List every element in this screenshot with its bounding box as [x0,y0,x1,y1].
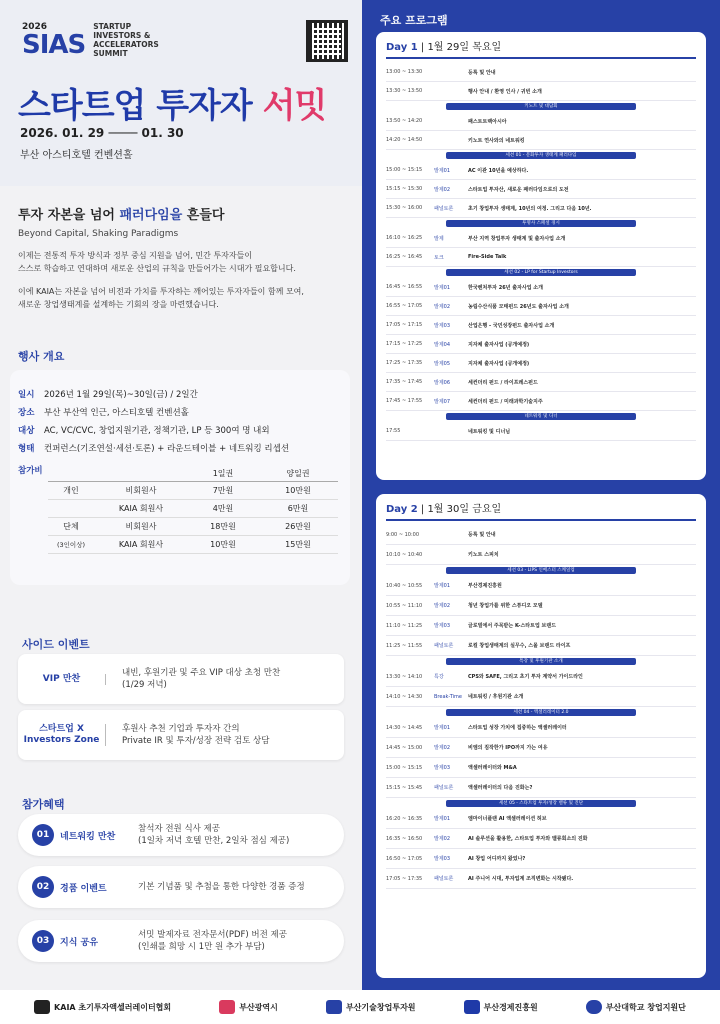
schedule-cell: 15:15 ~ 15:30 [386,186,423,192]
schedule-row [386,392,696,411]
schedule-cell: 17:05 ~ 17:15 [386,322,423,328]
benefit-networking: 01 네트워킹 만찬 참석자 전원 식사 제공 (1일차 저녁 호텔 만찬, 2일차 점심 제공) [18,814,344,856]
day2-schedule [376,494,706,978]
schedule-cell: 15:15 ~ 15:45 [386,784,423,791]
logo-busan-startup-investment: 부산기술창업투자원 [326,1000,416,1014]
schedule-cell: 비엠의 짐작한가 IPO까지 가는 여유 [468,745,548,751]
schedule-cell: 16:35 ~ 16:50 [386,835,423,842]
schedule-row [386,354,696,373]
schedule-row [386,335,696,354]
schedule-cell: 글로벌에서 주목받는 K-스타트업 브랜드 [468,623,557,629]
schedule-row [386,758,696,778]
schedule-cell: 네트워킹 / 후원기관 소개 [468,694,524,700]
session-bar: 세션 04 - 액셀러레이터 2.0 [446,709,636,716]
schedule-row [386,316,696,335]
event-venue: 부산 아스티호텔 컨벤션홀 [20,150,133,161]
schedule-cell: Fire-Side Talk [468,254,507,260]
schedule-row [386,525,696,545]
intro-headline: 투자 자본을 넘어 패러다임을 흔들다 [18,208,225,223]
schedule-cell: 부산 지역 창업투자 생태계 및 출자사업 소개 [468,235,566,242]
qr-code-icon[interactable] [306,20,348,62]
schedule-cell: 등록 및 안내 [468,69,496,76]
schedule-cell: 17:35 ~ 17:45 [386,379,423,385]
sias-logo [22,22,159,58]
schedule-cell: 발제01 [434,284,451,291]
schedule-cell: 지자체 출자사업 (공개예정) [468,360,530,367]
schedule-cell: 15:00 ~ 15:15 [386,764,423,771]
schedule-cell: 13:30 ~ 13:50 [386,88,423,94]
schedule-cell: 액셀러레이터의 다음 진화는? [468,785,533,791]
schedule-cell: 키노트 연사와의 네트워킹 [468,137,525,144]
program-panel [362,0,720,990]
schedule-row [386,596,696,616]
schedule-row [386,667,696,687]
schedule-row [386,131,696,150]
schedule-row [386,636,696,656]
schedule-cell: CPS와 SAFE, 그리고 초기 투자 계약서 가이드라인 [468,674,583,680]
schedule-cell: 13:00 ~ 13:30 [386,69,423,75]
schedule-cell: 10:40 ~ 10:55 [386,582,423,589]
schedule-cell: 14:10 ~ 14:30 [386,693,423,700]
schedule-cell: 13:50 ~ 14:20 [386,118,423,124]
schedule-row [386,161,696,180]
schedule-cell: 10:10 ~ 10:40 [386,551,423,558]
schedule-cell: 17:25 ~ 17:35 [386,360,423,366]
schedule-cell: 발제04 [434,341,451,348]
schedule-cell: 발제01 [434,167,451,174]
footer-logos [0,990,720,1024]
schedule-cell: 11:10 ~ 11:25 [386,622,423,629]
schedule-cell: 네트워킹 및 디너님 [468,428,511,435]
schedule-cell: 발제02 [434,836,451,842]
table-row: 단체 비회원사 18만원 26만원 [48,518,338,536]
schedule-row [386,576,696,596]
schedule-cell: 스타트업 성장 가치에 집중하는 액셀러레이터 [468,725,567,731]
day1-schedule [376,32,706,480]
intro-paragraph-1: 이제는 전통적 투자 방식과 정부 중심 지원을 넘어, 민간 투자자들이 스스로 학습하고 연대하며 새로운 산업의 규칙을 만들어가는 시대가 필요합니다. [18,251,296,273]
schedule-row [386,718,696,738]
session-bar: 세션 01 - 문화투자 생태계 패러다임 [446,152,636,159]
schedule-cell: 10:55 ~ 11:10 [386,602,423,609]
benefit-prize-event: 02 경품 이벤트 기본 기념품 및 추첨을 통한 다양한 경품 증정 [18,866,344,908]
session-bar: 키노트 및 대담회 [446,103,636,110]
session-bar: 세션 03 - LIPS 인베스터 스케일업 [446,567,636,574]
schedule-cell: 엠마이너플랜 AI 액셀러레이션 허브 [468,816,547,822]
schedule-cell: 16:10 ~ 16:25 [386,235,423,241]
schedule-cell: 발제06 [434,379,451,386]
schedule-cell: 패널토론 [434,205,454,212]
logo-text: STARTUP INVESTORS & ACCELERATORS SUMMIT [93,22,159,58]
program-title: 주요 프로그램 [380,14,448,27]
schedule-row [386,778,696,798]
schedule-cell: 특강 [434,674,444,680]
schedule-cell: 14:30 ~ 14:45 [386,724,423,731]
schedule-cell: 발제01 [434,816,451,822]
schedule-cell: 16:50 ~ 17:05 [386,855,423,862]
schedule-cell: 발제03 [434,322,451,329]
header [0,0,362,186]
schedule-cell: 17:15 ~ 17:25 [386,341,423,347]
overview-item: 일시 2026년 1월 29일(목)~30일(금) / 2일간 [18,390,198,400]
schedule-cell: 발제05 [434,360,451,367]
logo-busan-city: 부산광역시 [219,1000,278,1014]
schedule-cell: 16:25 ~ 16:45 [386,254,423,260]
schedule-cell: 세컨더리 펀드 / 라이프레스펀드 [468,379,538,386]
overview-item: 장소 부산 부산역 인근, 아스티호텔 컨벤션홀 [18,408,189,418]
schedule-row [386,849,696,869]
schedule-cell: 지자체 출자사업 (공개예정) [468,341,530,348]
schedule-cell: 발제02 [434,745,451,751]
schedule-row [386,199,696,218]
side-event-investors-zone: 스타트업 X Investors Zone 후원사 추천 기업과 투자자 간의 Private IR 및 투자/성장 전략 검토 상담 [18,710,344,760]
fee-table-header: 1일권 양일권 [48,466,338,482]
schedule-cell: 16:55 ~ 17:05 [386,303,423,309]
schedule-cell: 발제02 [434,303,451,310]
logo-busan-economic-promotion: 부산경제진흥원 [464,1000,538,1014]
day2-header: Day 2 | 1월 30일 금요일 [386,500,696,521]
session-bar: 네트워킹 및 디너 [446,413,636,420]
schedule-cell: AC 이관 10년을 예상하다. [468,167,529,174]
schedule-cell: 17:05 ~ 17:35 [386,875,423,882]
schedule-row [386,738,696,758]
logo-name: SIAS [22,29,86,60]
schedule-cell: AI 솔루션을 활용한, 스타트업 투자와 밸류회소의 진화 [468,836,588,842]
schedule-cell: 발제02 [434,603,451,609]
schedule-cell: 초기 창업투자 생태계, 10년의 여정. 그리고 다음 10년. [468,205,592,212]
logo-pusan-university: 부산대학교 창업지원단 [586,1000,686,1014]
schedule-cell: 14:20 ~ 14:50 [386,137,423,143]
logo-year: 2026 [22,21,48,32]
schedule-cell: 패스트트랙아시아 [468,118,507,125]
schedule-cell: 16:45 ~ 16:55 [386,284,423,290]
schedule-cell: 패널토론 [434,785,454,791]
schedule-row [386,373,696,392]
schedule-cell: 15:30 ~ 16:00 [386,205,423,211]
fee-label: 참가비 [18,466,43,476]
schedule-cell: 16:20 ~ 16:35 [386,815,423,822]
session-bar: 세션 05 - 스타트업 투자/성장 밸류 및 진단 [446,800,636,807]
schedule-cell: 발제02 [434,186,451,193]
schedule-cell: 패널토론 [434,876,454,882]
schedule-cell: 액셀러레이터와 M&A [468,765,517,771]
schedule-cell: 세컨더리 펀드 / 미래과학기술지주 [468,398,543,405]
schedule-row [386,829,696,849]
day1-header: Day 1 | 1월 29일 목요일 [386,38,696,59]
schedule-cell: 산업은행 - 국민성장펀드 출자사업 소개 [468,322,555,329]
intro-subtitle: Beyond Capital, Shaking Paradigms [18,229,179,239]
schedule-row [386,869,696,889]
schedule-row [386,809,696,829]
schedule-row [386,112,696,131]
schedule-cell: 발제01 [434,725,451,731]
logo-kaia: KAIA 초기투자액셀러레이터협회 [34,1000,171,1014]
fee-table [48,466,338,554]
schedule-row [386,63,696,82]
schedule-cell: Break-Time [434,693,462,700]
schedule-row [386,545,696,565]
side-event-vip-dinner: VIP 만찬 내빈, 후원기관 및 주요 VIP 대상 초청 만찬 (1/29 저녁) [18,654,344,704]
schedule-cell: 청년 창업가를 위한 스튜디오 모델 [468,603,543,609]
session-bar: 투명사 스페셜 경시 [446,220,636,227]
event-date: 2026. 01. 29 ──── 01. 30 [20,126,184,140]
intro-paragraph-2: 이에 KAIA는 자본을 넘어 비전과 가치를 투자하는 깨어있는 투자자들이 함께 모여, 새로운 창업생태계를 설계하는 기회의 장을 마련했습니다. [18,287,304,309]
schedule-cell: 행사 안내 / 환영 인사 / 귀빈 소개 [468,88,542,95]
side-events-title: 사이드 이벤트 [22,638,90,651]
overview-item: 대상 AC, VC/CVC, 창업지원기관, 정책기관, LP 등 300여 명 내외 [18,426,270,436]
session-bar: 특강 및 후원기관 소개 [446,658,636,665]
table-row: 개인 비회원사 7만원 10만원 [48,482,338,500]
schedule-row [386,278,696,297]
schedule-cell: 키노트 스피치 [468,552,499,558]
schedule-cell: 패널토론 [434,643,454,649]
schedule-cell: 17:45 ~ 17:55 [386,398,423,404]
left-panel [0,0,362,990]
schedule-cell: 부산경제진흥원 [468,583,502,589]
table-row: KAIA 회원사 4만원 6만원 [48,500,338,518]
schedule-cell: 발제03 [434,856,451,862]
schedule-cell: 농림수산식품 모태펀드 26년도 출자사업 소개 [468,303,569,310]
schedule-cell: 한국벤처투자 26년 출자사업 소개 [468,284,543,291]
intro-section [18,204,348,311]
schedule-cell: AI 창업 어디까지 왔었나? [468,856,526,862]
overview-title: 행사 개요 [18,350,65,363]
schedule-cell: 17:55 [386,428,401,434]
schedule-cell: 등록 및 안내 [468,532,496,538]
schedule-cell: 발제03 [434,765,451,771]
benefit-knowledge-sharing: 03 지식 공유 서밋 발제자료 전자문서(PDF) 버전 제공 (인쇄를 희망 시 1만 원 추가 부담) [18,920,344,962]
schedule-row [386,180,696,199]
schedule-cell: 9:00 ~ 10:00 [386,531,420,538]
schedule-cell: 로컬 창업생태계의 실무수, 스몰 브랜드 라이프 [468,643,571,649]
schedule-cell: 발제 [434,235,444,242]
schedule-cell: 14:45 ~ 15:00 [386,744,423,751]
day2-rows [386,525,696,889]
session-bar: 세션 02 - LP for Startup Investors [446,269,636,276]
schedule-row [386,82,696,101]
benefits-title: 참가혜택 [22,798,65,811]
schedule-row [386,422,696,441]
schedule-cell: 15:00 ~ 15:15 [386,167,423,173]
schedule-row [386,687,696,707]
schedule-cell: 11:25 ~ 11:55 [386,642,423,649]
schedule-cell: 13:30 ~ 14:10 [386,673,423,680]
day1-rows [386,63,696,441]
overview-item: 형태 컨퍼런스(기조연설·세션·토론) + 라운드테이블 + 네트워킹 리셉션 [18,444,290,454]
page-title: 스타트업 투자자 서밋 [18,86,327,126]
schedule-cell: 발제01 [434,583,451,589]
schedule-cell: 스타트업 투자산, 새로운 패러다임으로의 도전 [468,186,569,193]
table-row: (3인이상) KAIA 회원사 10만원 15만원 [48,536,338,554]
schedule-cell: 토크 [434,254,444,261]
schedule-row [386,248,696,267]
schedule-cell: 발제03 [434,623,451,629]
schedule-cell: AI 주니어 시대, 투자업계 조직변화는 시작됐다. [468,876,574,882]
schedule-row [386,297,696,316]
schedule-row [386,229,696,248]
schedule-cell: 발제07 [434,398,451,405]
schedule-row [386,616,696,636]
